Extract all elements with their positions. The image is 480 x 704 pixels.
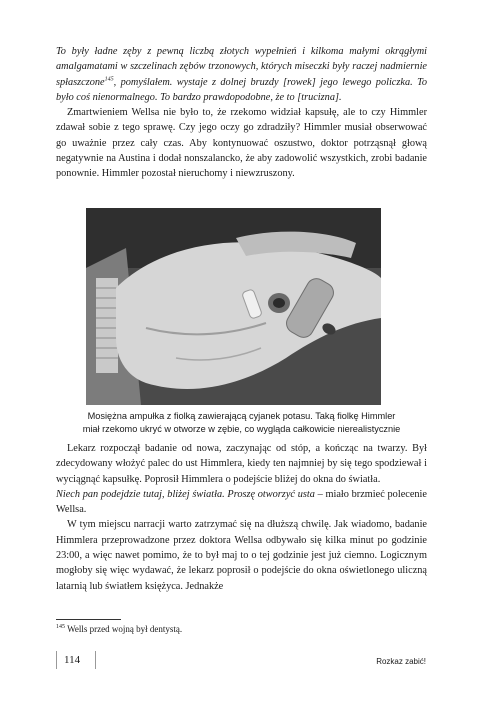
photo-caption	[56, 410, 427, 436]
caption-line-2: miał rzekomo ukryć w otworze w zębie, co wygląda całkowicie nierealistycznie	[82, 424, 401, 434]
footnote-ref: 145	[104, 76, 114, 83]
body-paragraph-1: Zmartwieniem Wellsa nie było to, że rzekomo widział kapsułę, ale to czy Himmler zdawał sobie z tego sprawę. Czy jego oczy go zdradziły? Himmler musiał obserwować go uważnie przez cały czas. Aby kontynuować oszustwo, doktor potrząsnął głową negatywnie na Austina i dodał nonszalancko, że aby zadowolić wszystkich, zrobi badanie ponownie. Himmler pozostał nieruchomy i niewzruszony.	[56, 107, 427, 180]
quote-text-after: , pomyślałem. wystaje z dolnej bruzdy [rowek] jego lewego policzka. To było coś nienormalnego. To bardzo prawdopodobne, że to [trucizna].	[56, 76, 427, 103]
footnote-divider	[56, 619, 121, 620]
quote-text: To były ładne zęby z pewną liczbą złotych wypełnień i kilkoma małymi okrągłymi amalgamatami w szczelinach zębów trzonowych, których miseczki były raczej nadmiernie spłaszczone	[56, 46, 427, 88]
caption-line-1: Mosiężna ampułka z fiolką zawierającą cyjanek potasu. Taką fiolkę Himmler	[87, 411, 396, 421]
photo-hand-with-ampoule	[86, 208, 381, 405]
quote-paragraph	[56, 44, 427, 105]
body-paragraph-3: W tym miejscu narracji warto zatrzymać się na dłuższą chwilę. Jak wiadomo, badanie Himmlera przeprowadzone przez doktora Wellsa odbywało się kilka minut po godzinie 23:00, a więc nawet pomimo, że to był maj to o tej godzinie jest już ciemno. Logicznym mogłoby się więc wydawać, że lekarz poprosił o podejście do okna oświetlonego uliczną latarnią lub światłem księżyca. Jednakże	[56, 519, 427, 592]
top-text-block	[56, 44, 427, 182]
ampoule-photo-svg	[86, 208, 381, 405]
footnote-number: 145	[56, 624, 65, 630]
dialogue-paragraph	[56, 487, 427, 518]
footer-divider-right	[95, 651, 96, 669]
running-title: Rozkaz zabić!	[376, 657, 426, 666]
footnote	[56, 624, 182, 634]
dialogue-rest: – miało brzmieć polecenie Wellsa.	[56, 488, 427, 516]
footer-divider-left	[56, 651, 57, 669]
bottom-text-block	[56, 441, 427, 594]
body-paragraph-2: Lekarz rozpoczął badanie od nowa, zaczynając od stóp, a kończąc na twarzy. Był zdecydowany włożyć palec do ust Himmlera, kiedy ten najmniej by się tego spodziewał i wyciągnąć kapsułkę. Poprosił Himmlera o podejście bliżej do okna do światła.	[56, 443, 427, 485]
dialogue-italic: Niech pan podejdzie tutaj, bliżej światła. Proszę otworzyć usta	[56, 488, 315, 500]
page-number: 114	[64, 654, 81, 666]
footnote-text: Wells przed wojną był dentystą.	[65, 624, 183, 634]
